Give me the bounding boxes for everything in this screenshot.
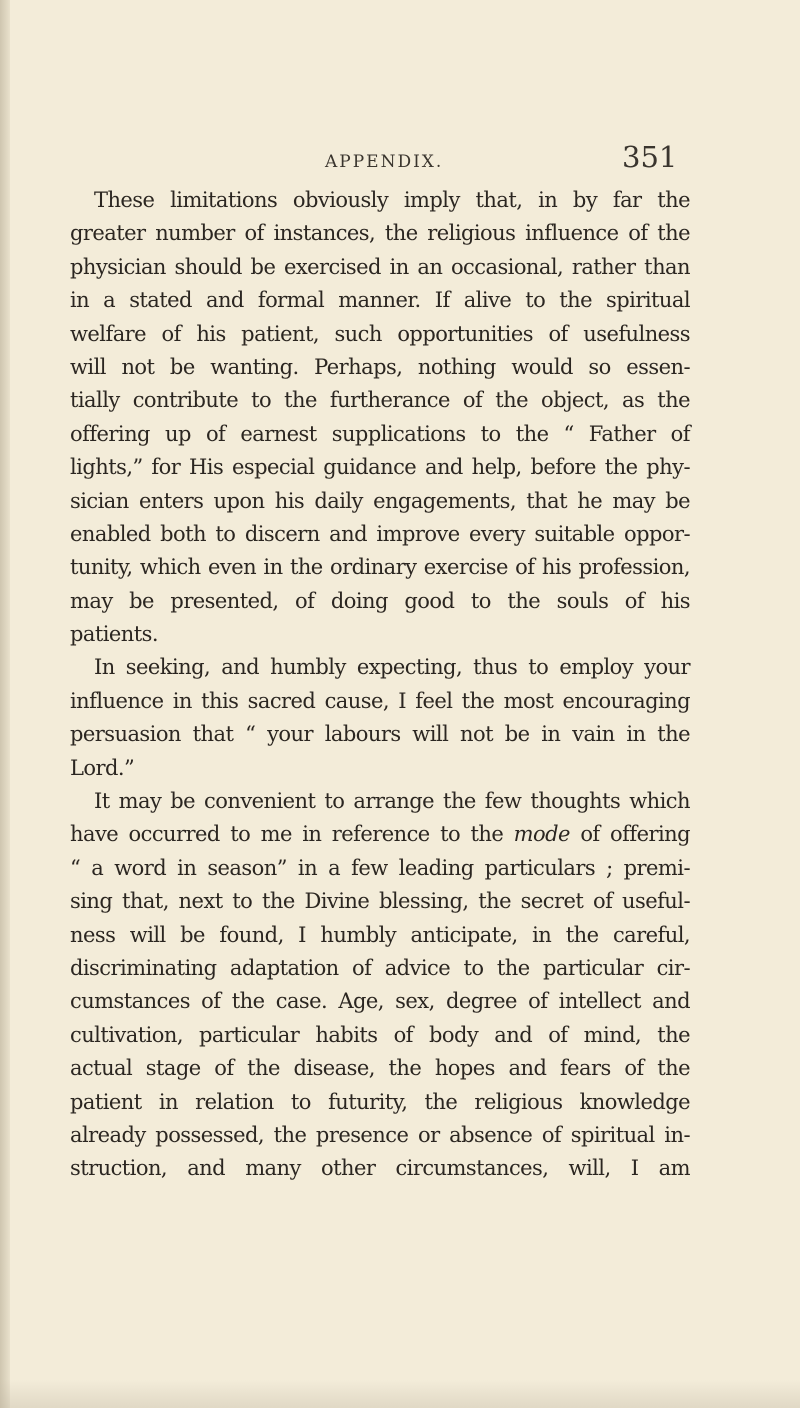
page-number: 351: [622, 140, 678, 174]
text-line: physician should be exercised in an occasional, rather than: [70, 254, 690, 279]
text-line: tially contribute to the furtherance of the object, as the: [70, 388, 690, 413]
text-line: sician enters upon his daily engagements, that he may be: [70, 488, 690, 513]
text-line: patients.: [70, 622, 159, 647]
text-line: cumstances of the case. Age, sex, degree of intellect and: [70, 989, 690, 1014]
text-line: “ a word in season” in a few leading particulars ; premi-: [70, 855, 690, 880]
text-line: already possessed, the presence or absence of spiritual in-: [70, 1122, 690, 1147]
running-head: APPENDIX.: [325, 152, 444, 172]
text-line: patient in relation to futurity, the religious knowledge: [70, 1089, 690, 1114]
text-line: enabled both to discern and improve every suitable oppor-: [70, 521, 690, 546]
text-line-with-emphasis: [70, 818, 690, 851]
text-line: In seeking, and humbly expecting, thus to employ your: [94, 655, 690, 680]
body-text: [70, 184, 690, 1186]
text-line: discriminating adaptation of advice to the particular cir-: [70, 955, 690, 980]
text-line: may be presented, of doing good to the souls of his: [70, 588, 690, 613]
text-line: Lord.”: [70, 755, 135, 780]
text-line: in a stated and formal manner. If alive to the spiritual: [70, 288, 690, 313]
text-line: will not be wanting. Perhaps, nothing would so essen-: [70, 354, 690, 379]
text-line: offering up of earnest supplications to the “ Father of: [70, 421, 690, 446]
text-line: tunity, which even in the ordinary exercise of his profession,: [70, 555, 690, 580]
text-line: sing that, next to the Divine blessing, the secret of useful-: [70, 889, 690, 914]
text-segment: of offering: [580, 822, 690, 847]
page-header: [0, 132, 800, 182]
emphasized-word: mode: [513, 822, 570, 847]
text-segment: have occurred to me in reference to the: [70, 822, 504, 847]
text-line: lights,” for His especial guidance and help, before the phy-: [70, 455, 690, 480]
text-line: cultivation, particular habits of body and of mind, the: [70, 1022, 690, 1047]
text-line: struction, and many other circumstances, will, I am: [70, 1156, 690, 1181]
text-line: greater number of instances, the religious influence of the: [70, 221, 690, 246]
text-line: ness will be found, I humbly anticipate, in the careful,: [70, 922, 690, 947]
text-line: persuasion that “ your labours will not be in vain in the: [70, 722, 690, 747]
text-line: influence in this sacred cause, I feel the most encouraging: [70, 688, 690, 713]
text-line: It may be convenient to arrange the few thoughts which: [94, 789, 690, 814]
page-bottom-shadow: [0, 1380, 800, 1408]
text-line: welfare of his patient, such opportunities of usefulness: [70, 321, 690, 346]
text-line: These limitations obviously imply that, in by far the: [94, 188, 690, 212]
text-line: actual stage of the disease, the hopes and fears of the: [70, 1056, 690, 1081]
page-edge: [0, 0, 10, 1408]
